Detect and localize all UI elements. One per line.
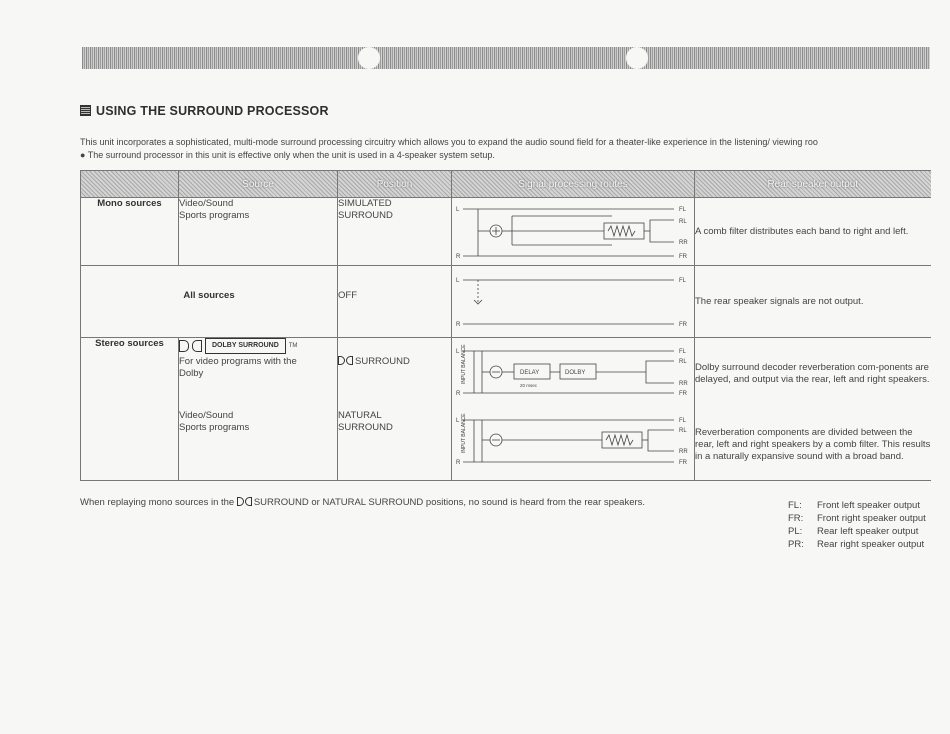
table-row: [81, 410, 931, 481]
label-RL: RL: [679, 359, 687, 365]
label-FL: FL: [679, 417, 687, 424]
label-RR: RR: [679, 240, 688, 246]
header-position: Position: [338, 171, 452, 198]
binder-hole-left: [358, 47, 380, 69]
bullet-icon: ●: [80, 149, 88, 160]
route-diagram-natural: [452, 410, 695, 480]
delay-label: DELAY: [520, 370, 540, 376]
header-signal-routes: Signal processing routes: [452, 171, 695, 198]
label-R: R: [456, 254, 461, 260]
label-FL: FL: [679, 349, 687, 355]
group-label: Stereo sources: [81, 338, 179, 481]
rear-output-cell: The rear speaker signals are not output.: [695, 266, 931, 338]
surround-table: [80, 170, 931, 481]
speaker-legend: [788, 499, 930, 551]
dolby-d-icon: [179, 340, 189, 352]
group-label: Mono sources: [81, 198, 179, 266]
delay-ms-label: 20 msec: [520, 383, 538, 388]
rear-output-cell: Reverberation components are divided between the rear, left and right speakers by a comb filter. This results in a naturally expansive sound with a broad band.: [695, 410, 931, 481]
intro-line-1: This unit incorporates a sophisticated, multi-mode surround processing circuitry which allows you to expand the audio sound field for a theater-like experience in the listening/ viewing roo: [80, 137, 818, 147]
table-row: [81, 198, 931, 266]
label-L: L: [456, 417, 460, 424]
label-RL: RL: [679, 427, 687, 434]
route-cell: [452, 198, 695, 266]
label-RR: RR: [679, 448, 688, 455]
heading-bullet-icon: [80, 105, 91, 116]
table-row: [81, 266, 931, 338]
dolby-label: DOLBY: [565, 370, 586, 376]
label-FL: FL: [679, 207, 687, 213]
label-RL: RL: [679, 219, 687, 225]
route-cell: [452, 266, 695, 338]
rear-output-cell: A comb filter distributes each band to right and left.: [695, 198, 931, 266]
header-blank: [81, 171, 179, 198]
route-diagram-simulated: [452, 198, 695, 264]
dolby-surround-badge: DOLBY SURROUND: [205, 338, 286, 354]
label-R: R: [456, 391, 461, 397]
dolby-dd-icon: [338, 356, 353, 365]
legend-item: PR: Rear right speaker output: [788, 539, 925, 550]
table-header-row: [81, 171, 931, 198]
position-text: SURROUND: [355, 356, 410, 367]
source-text: For video programs with the Dolby: [179, 356, 297, 379]
label-input-balance: INPUT BALANCE: [461, 412, 467, 453]
table-row: [81, 338, 931, 410]
label-input-balance: INPUT BALANCE: [461, 344, 467, 384]
legend-item: PL: Rear left speaker output: [788, 526, 919, 537]
position-cell: SIMULATED SURROUND: [338, 198, 452, 266]
dolby-surround-logo: [179, 338, 297, 354]
binder-hole-right: [626, 47, 648, 69]
source-cell: Video/Sound Sports programs: [179, 198, 338, 266]
label-L: L: [456, 207, 460, 213]
footnote: When replaying mono sources in the SURROUND or NATURAL SURROUND positions, no sound is heard from the rear speakers.: [80, 497, 646, 508]
rear-output-cell: Dolby surround decoder reverberation com-ponents are delayed, and output via the rear, left and right speakers.: [695, 338, 931, 410]
trademark: TM: [288, 343, 298, 349]
header-bar: [82, 47, 930, 69]
label-RR: RR: [679, 381, 688, 387]
label-FR: FR: [679, 254, 687, 260]
label-FR: FR: [679, 391, 687, 397]
group-label: All sources: [81, 266, 338, 338]
route-cell: [452, 338, 695, 410]
dolby-d-icon: [192, 340, 202, 352]
label-L: L: [456, 278, 460, 284]
legend-item: FL: Front left speaker output: [788, 500, 920, 511]
position-cell: [338, 338, 452, 410]
intro-line-2: The surround processor in this unit is effective only when the unit is used in a 4-speaker system setup.: [87, 149, 495, 160]
route-cell: [452, 410, 695, 481]
intro-text: [80, 136, 930, 161]
label-R: R: [456, 459, 461, 466]
legend-item: FR: Front right speaker output: [788, 513, 926, 524]
source-cell: Video/Sound Sports programs: [179, 410, 338, 481]
label-R: R: [456, 322, 461, 328]
source-cell: [179, 338, 338, 410]
header-rear-output: Rear speaker output: [695, 171, 931, 198]
header-source: Source: [179, 171, 338, 198]
label-FL: FL: [679, 278, 687, 284]
route-diagram-dolby: [452, 338, 695, 408]
label-L: L: [456, 349, 460, 355]
dolby-dd-icon: [237, 497, 252, 506]
route-diagram-off: [452, 266, 695, 336]
label-FR: FR: [679, 459, 687, 466]
label-FR: FR: [679, 322, 687, 328]
position-cell: NATURAL SURROUND: [338, 410, 452, 481]
position-cell: OFF: [338, 266, 452, 338]
section-heading: USING THE SURROUND PROCESSOR: [80, 104, 329, 118]
